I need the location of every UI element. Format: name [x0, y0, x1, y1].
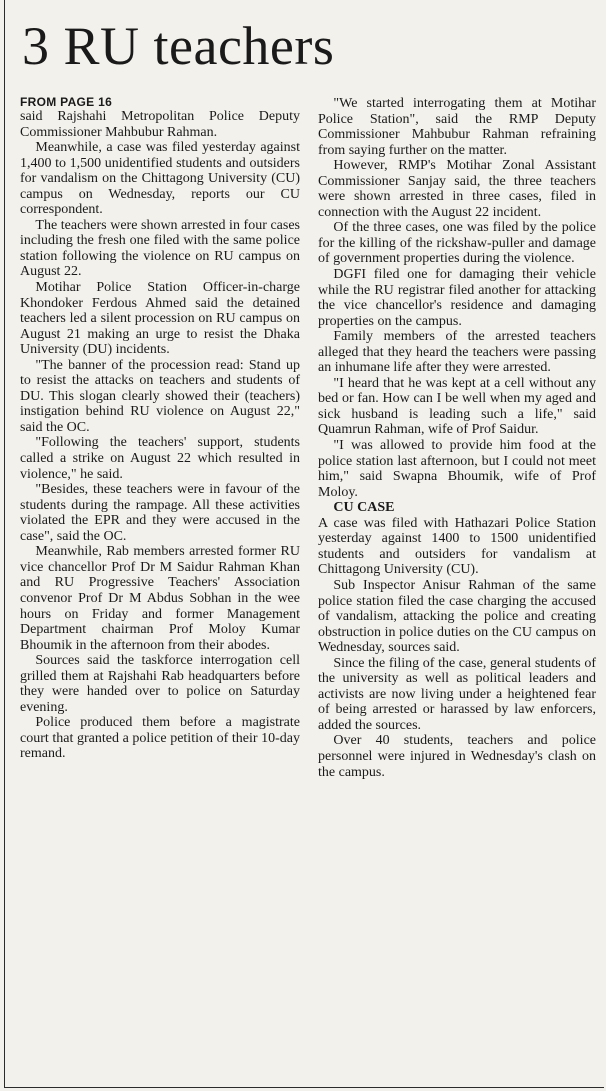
- paragraph: said Rajshahi Metropolitan Police Deputy Commissioner Mahbubur Rahman.: [20, 109, 300, 140]
- paragraph: Sources said the taskforce interrogation cell grilled them at Rajshahi Rab headquarters before they were handed over to police on Saturday evening.: [20, 653, 300, 715]
- paragraph: "Following the teachers' support, students called a strike on August 22 which resulted in violence," he said.: [20, 435, 300, 482]
- paragraph: Meanwhile, Rab members arrested former RU vice chancellor Prof Dr M Saidur Rahman Khan and RU Progressive Teachers' Association convenor Prof Dr M Abdus Sobhan in the wee hours on Friday and former Management Department chairman Prof Moloy Kumar Bhoumik in the afternoon from their abodes.: [20, 544, 300, 653]
- cu-case-subhead: CU CASE: [333, 500, 395, 516]
- jump-kicker: FROM PAGE 16: [20, 95, 113, 109]
- paragraph: Since the filing of the case, general students of the university as well as political leaders and activists are now living under a heightened fear of being arrested or harassed by law enforcers, added the sources.: [318, 655, 596, 733]
- left-column: [20, 96, 300, 762]
- paragraph: "I was allowed to provide him food at the police station last afternoon, but I could not meet him," said Swapna Bhoumik, wife of Prof Moloy.: [318, 438, 596, 500]
- paragraph: Police produced them before a magistrate court that granted a police petition of their 10-day remand.: [20, 715, 300, 762]
- paragraph: The teachers were shown arrested in four cases including the fresh one filed with the same police station following the violence on RU campus on August 22.: [20, 217, 300, 280]
- paragraph: "We started interrogating them at Motihar Police Station", said the RMP Deputy Commissioner Mahbubur Rahman refraining from saying further on the matter.: [318, 96, 596, 158]
- paragraph: Motihar Police Station Officer-in-charge Khondoker Ferdous Ahmed said the detained teachers led a silent procession on RU campus on August 21 making an urge to resist the Dhaka University (DU) incidents.: [20, 280, 300, 358]
- paragraph: DGFI filed one for damaging their vehicle while the RU registrar filed another for attacking the vice chancellor's residence and damaging properties on the campus.: [318, 267, 596, 329]
- paragraph: "The banner of the procession read: Stand up to resist the attacks on teachers and students of DU. This slogan clearly showed their (teachers) instigation behind RU violence on August 22," said the OC.: [20, 357, 300, 435]
- paragraph: Meanwhile, a case was filed yesterday against 1,400 to 1,500 unidentified students and outsiders for vandalism on the Chittagong University (CU) campus on Wednesday, reports our CU correspondent.: [20, 140, 300, 218]
- headline: 3 RU teachers: [22, 16, 335, 76]
- paragraph: However, RMP's Motihar Zonal Assistant Commissioner Sanjay said, the three teachers were shown arrested in three cases, filed in connection with the August 22 incident.: [318, 158, 596, 220]
- paragraph: "Besides, these teachers were in favour of the students during the rampage. All these activities violated the EPR and they were accused in the case", said the OC.: [20, 482, 300, 544]
- paragraph: Over 40 students, teachers and police personnel were injured in Wednesday's clash on the campus.: [318, 733, 596, 780]
- paragraph: Sub Inspector Anisur Rahman of the same police station filed the case charging the accused of vandalism, attacking the police and creating obstruction in police duties on the CU campus on Wednesday, sources said.: [318, 577, 596, 656]
- paragraph: Of the three cases, one was filed by the police for the killing of the rickshaw-puller and damage of government properties during the violence.: [318, 220, 596, 267]
- paragraph: Family members of the arrested teachers alleged that they heard the teachers were passing an inhumane life after they were arrested.: [318, 329, 596, 376]
- paragraph: A case was filed with Hathazari Police Station yesterday against 1400 to 1500 unidentified students and outsiders for vandalism at Chittagong University (CU).: [318, 515, 596, 578]
- right-column: [318, 96, 596, 780]
- paragraph: "I heard that he was kept at a cell without any bed or fan. How can I be well when my aged and sick husband is leading such a life," said Quamrun Rahman, wife of Prof Saidur.: [318, 375, 596, 438]
